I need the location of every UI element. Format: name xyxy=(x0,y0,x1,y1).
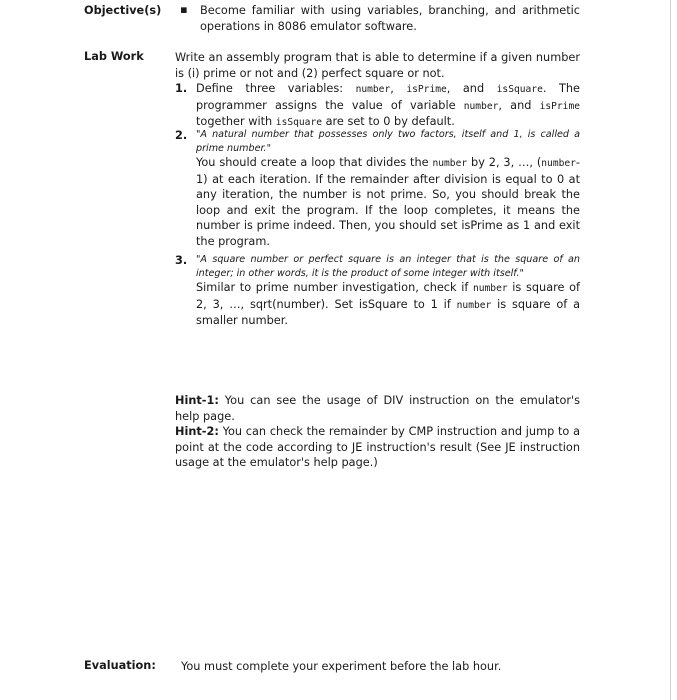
variable-number: number xyxy=(355,84,391,95)
variable-number: number xyxy=(456,299,492,311)
item-3-part: is square of a smaller number. xyxy=(196,297,580,328)
bullet-icon: ▪ xyxy=(180,3,188,16)
lab-work-list xyxy=(175,81,580,331)
lab-work-label: Lab Work xyxy=(84,50,144,63)
item-3-number: 3. xyxy=(175,254,188,267)
variable-issquare: isSquare xyxy=(496,84,543,95)
item-1-part: , xyxy=(390,82,407,95)
hint-2 xyxy=(175,424,580,471)
item-2-part: by 2, 3, …, ( xyxy=(467,156,542,169)
lab-work-intro: Write an assembly program that is able to determine if a given number is (i) prime or not and (2) perfect square or not. xyxy=(175,51,580,80)
item-2-text xyxy=(196,128,580,250)
item-3-text xyxy=(196,253,580,329)
square-definition-quote: "A square number or perfect square is an integer that is the square of an integer; in other words, it is the product of some integer with itself." xyxy=(196,254,580,279)
item-3-part: is square of 2, 3, …, sqrt(number). Set isSquare to 1 if xyxy=(196,281,580,311)
item-3-part: Similar to prime number investigation, check if xyxy=(196,281,473,294)
item-1-part: are set to 0 by default. xyxy=(322,115,455,129)
item-1-number: 1. xyxy=(175,82,188,95)
item-2-part: -1) at each iteration. If the remainder after division is equal to 0 at any iteration, the number is not prime. So, you should break the loop and exit the program. If the loop completes, it means the number is prime indeed. Then, you should set isPrime as 1 and exit the program. xyxy=(196,156,580,248)
variable-isprime: isPrime xyxy=(539,100,581,112)
variable-number: number xyxy=(463,100,499,112)
hint-2-text: You can check the remainder by CMP instruction and jump to a point at the code according to JE instruction's result (See JE instruction usage at the emulator's help page.) xyxy=(175,425,580,470)
hint-2-label: Hint-2: xyxy=(175,425,219,438)
item-1-text xyxy=(196,81,580,131)
hint-1-label: Hint-1: xyxy=(175,394,219,407)
objective-label: Objective(s) xyxy=(84,4,162,17)
item-1-part: together with xyxy=(196,115,276,129)
page-edge-divider xyxy=(670,0,671,700)
prime-definition-quote: "A natural number that possesses only two factors, itself and 1, is called a prime number." xyxy=(196,129,580,154)
item-2-number: 2. xyxy=(175,129,188,142)
item-1-part: , and xyxy=(446,82,497,95)
hint-1-text: You can see the usage of DIV instruction on the emulator's help page. xyxy=(175,394,580,423)
item-1-part: Define three variables: xyxy=(196,82,356,95)
variable-isprime: isPrime xyxy=(406,84,447,95)
variable-number: number xyxy=(541,158,576,169)
evaluation-text: You must complete your experiment before the lab hour. xyxy=(181,660,502,673)
item-1-part: . The programmer assigns the value of variable xyxy=(196,82,580,112)
item-1-part: , and xyxy=(498,98,540,112)
evaluation-label: Evaluation: xyxy=(84,659,156,672)
item-2-part: You should create a loop that divides the xyxy=(196,156,433,169)
variable-issquare: isSquare xyxy=(275,117,323,129)
objective-text: Become familiar with using variables, branching, and arithmetic operations in 8086 emulator software. xyxy=(200,4,580,33)
hint-1 xyxy=(175,393,580,424)
variable-number: number xyxy=(472,283,508,294)
variable-number: number xyxy=(432,158,468,169)
